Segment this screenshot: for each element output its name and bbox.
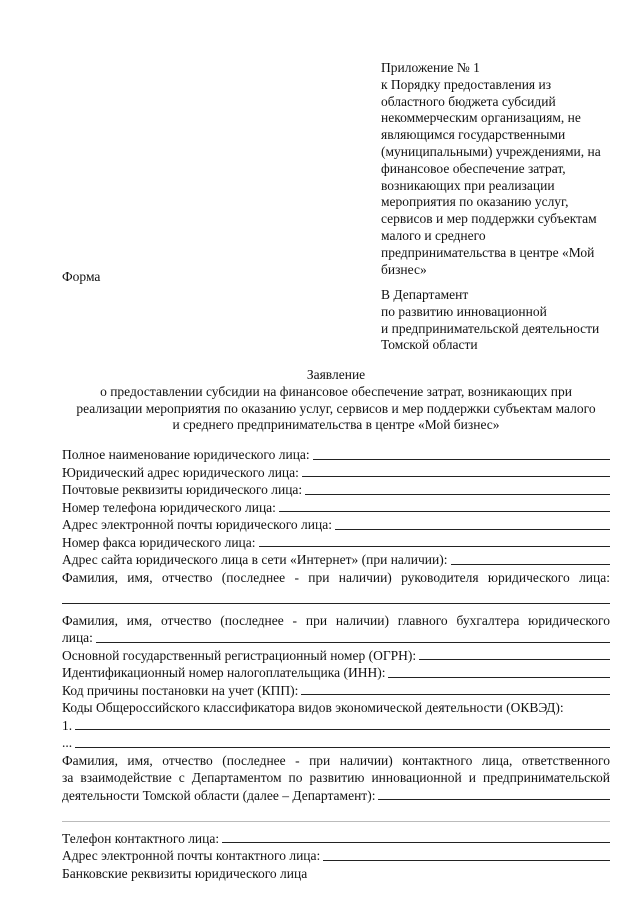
appendix-line: некоммерческим организациям, не [381, 110, 581, 126]
field-label: деятельности Томской области (далее – Департамент): [62, 787, 376, 803]
appendix-line: возникающих при реализации [381, 177, 555, 193]
field-director-label: Фамилия, имя, отчество (последнее - при наличии) руководителя юридического лица: [62, 569, 610, 585]
fill-line[interactable] [388, 676, 610, 678]
field-inn [62, 664, 610, 682]
appendix-line: мероприятия по оказанию услуг, [381, 194, 569, 210]
field-postal [62, 481, 610, 499]
fill-line[interactable] [259, 545, 610, 547]
field-accountant [62, 629, 610, 647]
fill-line[interactable] [323, 859, 610, 861]
appendix-line: бизнес» [381, 261, 427, 277]
fill-line[interactable] [96, 641, 610, 643]
field-contact-label-1: Фамилия, имя, отчество (последнее - при наличии) контактного лица, ответственного [62, 752, 610, 768]
field-label: лица: [62, 630, 93, 645]
field-legal-address [62, 464, 610, 482]
appendix-line: (муниципальными) учреждениями, на [381, 143, 601, 159]
title-heading: Заявление [306, 367, 366, 382]
field-label: Основной государственный регистрационный номер (ОГРН): [62, 647, 417, 663]
field-label: Банковские реквизиты юридического лица [62, 865, 308, 881]
field-kpp [62, 682, 610, 700]
application-fields [62, 446, 610, 882]
field-label: Код причины постановки на учет (КПП): [62, 682, 299, 698]
appendix-line: областного бюджета субсидий [381, 93, 556, 109]
field-label: Полное наименование юридического лица: [62, 447, 310, 462]
document-title [62, 367, 610, 434]
field-label: Номер факса юридического лица: [62, 534, 256, 550]
field-okved-label [62, 699, 610, 717]
appendix-line: являющимся государственными [381, 127, 566, 143]
field-ogrn [62, 647, 610, 665]
addressee-block [381, 287, 621, 354]
fill-line[interactable] [222, 841, 610, 843]
field-label: Адрес электронной почты контактного лица: [62, 848, 321, 863]
appendix-line: Приложение № 1 [381, 60, 480, 75]
fill-line[interactable] [279, 510, 610, 512]
appendix-block [381, 60, 621, 278]
fill-line[interactable] [75, 746, 610, 748]
appendix-line: сервисов и мер поддержки субъектам [381, 211, 597, 227]
title-line: о предоставлении субсидии на финансовое обеспечение затрат, возникающих при [100, 383, 572, 399]
appendix-line: малого и среднего [381, 227, 486, 243]
field-contact-phone [62, 830, 610, 848]
field-bank [62, 865, 610, 883]
list-item-number: 1. [62, 717, 73, 733]
title-line: и среднего предпринимательства в центре «Мой бизнес» [172, 417, 500, 433]
field-website [62, 551, 610, 569]
form-label: Форма [62, 269, 101, 284]
fill-line[interactable] [75, 728, 610, 730]
appendix-line: к Порядку предоставления из [381, 76, 552, 92]
field-label: Адрес сайта юридического лица в сети «Интернет» (при наличии): [62, 552, 448, 567]
list-item-ellipsis: ... [62, 735, 73, 750]
field-label: Почтовые реквизиты юридического лица: [62, 482, 303, 497]
fill-line[interactable] [305, 493, 610, 495]
field-contact-label-2: за взаимодействие с Департаментом по развитию инновационной и предпринимательской [62, 770, 610, 785]
field-label: Адрес электронной почты юридического лица: [62, 517, 332, 532]
addressee-line: по развитию инновационной [381, 303, 547, 319]
fill-line-director[interactable] [62, 586, 610, 604]
field-okved-item-2 [62, 734, 610, 752]
field-fax [62, 534, 610, 552]
field-label: Юридический адрес юридического лица: [62, 464, 299, 480]
fill-line[interactable] [419, 658, 610, 660]
field-contact [62, 787, 610, 805]
field-email [62, 516, 610, 534]
field-accountant-label: Фамилия, имя, отчество (последнее - при наличии) главного бухгалтера юридического [62, 612, 610, 628]
title-line: реализации мероприятия по оказанию услуг, сервисов и мер поддержки субъектам малого [76, 400, 596, 416]
field-label: Телефон контактного лица: [62, 830, 220, 846]
field-label: Коды Общероссийского классификатора видов экономической деятельности (ОКВЭД): [62, 700, 564, 715]
field-phone [62, 499, 610, 517]
fill-line[interactable] [301, 693, 610, 695]
appendix-line: финансовое обеспечение затрат, [381, 160, 566, 176]
field-full-name [62, 446, 610, 464]
addressee-line: и предпринимательской деятельности [381, 320, 600, 336]
fill-line[interactable] [378, 798, 610, 800]
appendix-line: предпринимательства в центре «Мой [381, 244, 595, 260]
fill-line-contact-extra[interactable] [62, 804, 610, 822]
addressee-line: Томской области [381, 337, 478, 353]
fill-line[interactable] [313, 458, 610, 460]
field-label: Идентификационный номер налогоплательщика (ИНН): [62, 665, 386, 680]
fill-line[interactable] [335, 528, 610, 530]
field-okved-item-1 [62, 717, 610, 735]
fill-line[interactable] [302, 475, 610, 477]
field-label: Номер телефона юридического лица: [62, 499, 276, 515]
addressee-line: В Департамент [381, 287, 469, 302]
field-contact-email [62, 847, 610, 865]
fill-line[interactable] [451, 563, 611, 565]
